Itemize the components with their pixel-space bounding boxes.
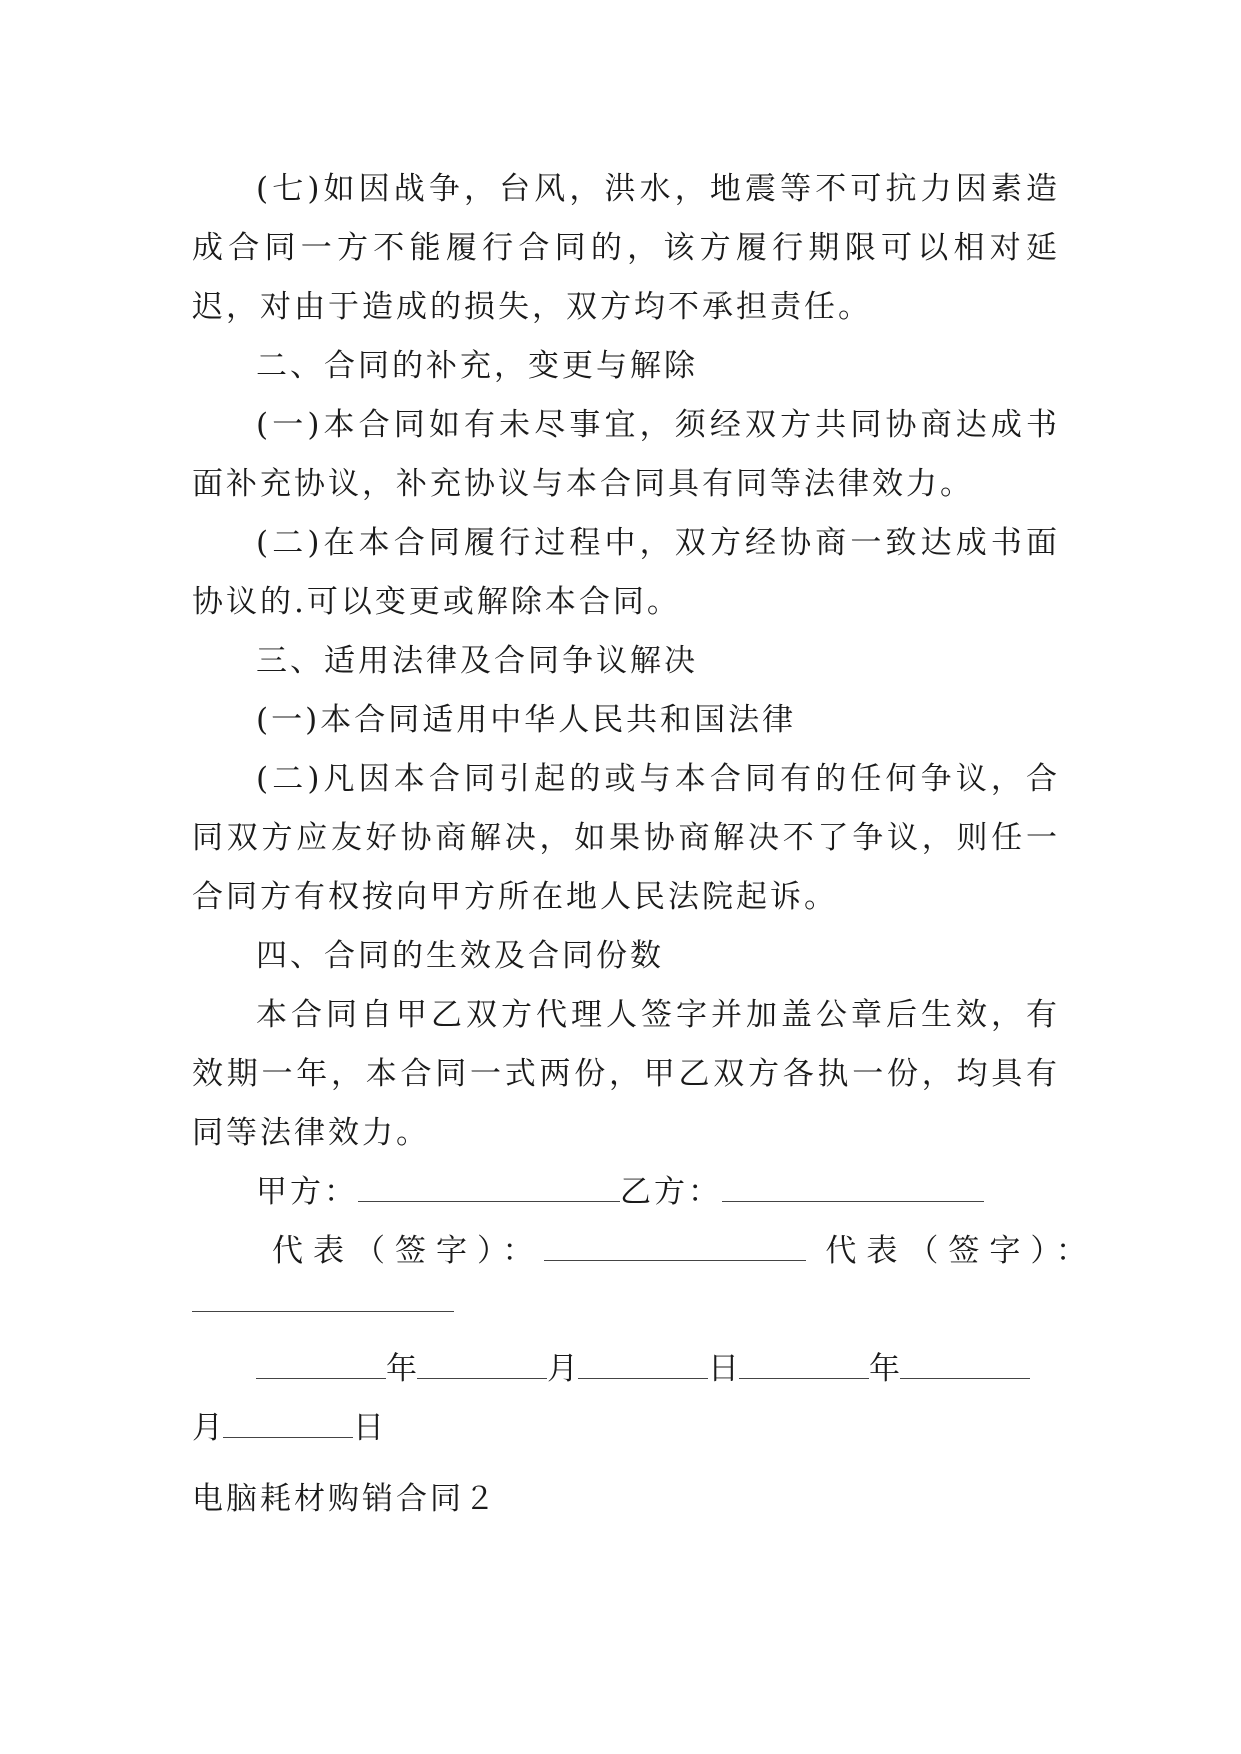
- rep-b-blank: [192, 1281, 454, 1312]
- next-contract-title: 电脑耗材购销合同２: [192, 1481, 498, 1517]
- date-b-day-label: 日: [353, 1410, 384, 1446]
- date-b-year-label: 年: [869, 1351, 900, 1387]
- party-b-label: 乙方：: [620, 1174, 722, 1210]
- date-b-day-blank: [223, 1407, 353, 1438]
- date-b-year-blank: [739, 1348, 869, 1379]
- date-row-1: [192, 1340, 1060, 1399]
- date-a-month-label: 月: [547, 1351, 578, 1387]
- party-a-label: 甲方：: [256, 1174, 358, 1210]
- date-a-day-label: 日: [708, 1351, 739, 1387]
- section-2-clause-1: (一)本合同如有未尽事宜，须经双方共同协商达成书面补充协议，补充协议与本合同具有同等法律效力。: [192, 407, 1060, 502]
- section-3-clause-1: (一)本合同适用中华人民共和国法律: [256, 702, 797, 738]
- section-4-clause: 本合同自甲乙双方代理人签字并加盖公章后生效，有效期一年，本合同一式两份，甲乙双方各执一份，均具有同等法律效力。: [192, 997, 1060, 1151]
- date-a-day-blank: [578, 1348, 708, 1379]
- rep-a-blank: [544, 1230, 806, 1261]
- rep-b-blank-row: [192, 1281, 1060, 1340]
- section-3-clause-2: (二)凡因本合同引起的或与本合同有的任何争议，合同双方应友好协商解决，如果协商解决不了争议，则任一合同方有权按向甲方所在地人民法院起诉。: [192, 761, 1060, 915]
- document-body: [192, 160, 1097, 1458]
- section-4-heading: 四、合同的生效及合同份数: [256, 938, 664, 974]
- party-signature-row: [192, 1163, 1060, 1222]
- rep-a-label: 代表（签字）：: [272, 1233, 544, 1269]
- party-a-blank: [358, 1171, 620, 1202]
- clause-7: (七)如因战争，台风，洪水，地震等不可抗力因素造成合同一方不能履行合同的，该方履行期限可以相对延迟，对由于造成的损失，双方均不承担责任。: [192, 171, 1060, 325]
- date-b-month-blank: [900, 1348, 1030, 1379]
- party-b-blank: [722, 1171, 984, 1202]
- section-2-heading: 二、合同的补充，变更与解除: [256, 348, 698, 384]
- date-a-year-label: 年: [386, 1351, 417, 1387]
- date-a-month-blank: [417, 1348, 547, 1379]
- section-3-heading: 三、适用法律及合同争议解决: [256, 643, 698, 679]
- representative-signature-row: [192, 1222, 1097, 1281]
- date-b-month-label: 月: [192, 1410, 223, 1446]
- section-2-clause-2: (二)在本合同履行过程中，双方经协商一致达成书面协议的.可以变更或解除本合同。: [192, 525, 1060, 620]
- date-a-year-blank: [256, 1348, 386, 1379]
- rep-b-label: 代表（签字）：: [825, 1233, 1097, 1269]
- date-row-2: [192, 1399, 1060, 1458]
